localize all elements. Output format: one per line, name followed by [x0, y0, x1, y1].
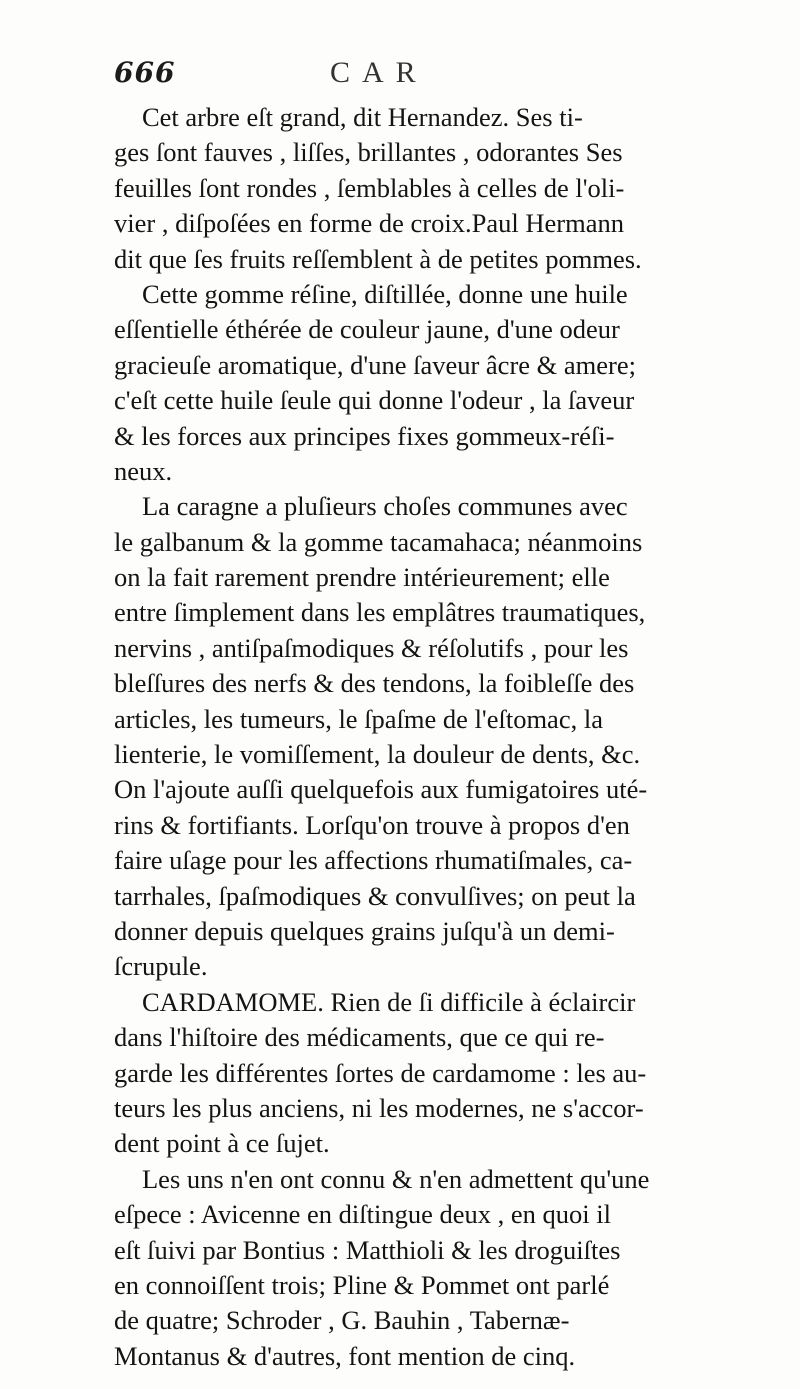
text-line: Montanus & d'autres, font mention de cinq. — [114, 1340, 576, 1371]
text-line: La caragne a pluſieurs choſes communes avec — [142, 491, 628, 522]
text-line: neux. — [114, 455, 173, 486]
text-line: nervins , antiſpaſmodiques & réſolutifs , pour les — [114, 632, 629, 663]
text-line: CARDAMOME. Rien de ſi difficile à éclaircir — [142, 986, 636, 1017]
text-line: ges ſont fauves , liſſes, brillantes , odorantes Ses — [114, 137, 623, 168]
text-line: dit que ſes fruits reſſemblent à de petites pommes. — [114, 243, 642, 274]
text-line: tarrhales, ſpaſmodiques & convulſives; on peut la — [114, 880, 636, 911]
text-line: Les uns n'en ont connu & n'en admettent qu'une — [142, 1163, 650, 1194]
text-line: c'eſt cette huile ſeule qui donne l'odeur , la ſaveur — [114, 385, 635, 416]
text-line: vier , diſpoſées en forme de croix.Paul Hermann — [114, 208, 624, 239]
running-head: CAR — [330, 56, 428, 89]
text-line: eſpece : Avicenne en diſtingue deux , en quoi il — [114, 1199, 611, 1230]
text-line: faire uſage pour les affections rhumatiſmales, ca- — [114, 845, 633, 876]
text-line: ſcrupule. — [114, 951, 208, 982]
text-line: articles, les tumeurs, le ſpaſme de l'eſtomac, la — [114, 703, 603, 734]
text-line: en connoiſſent trois; Pline & Pommet ont parlé — [114, 1269, 610, 1300]
text-line: donner depuis quelques grains juſqu'à un demi- — [114, 915, 615, 946]
text-line: entre ſimplement dans les emplâtres traumatiques, — [114, 597, 646, 628]
text-line: feuilles ſont rondes , ſemblables à celles de l'oli- — [114, 172, 625, 203]
text-line: & les forces aux principes fixes gommeux-réſi- — [114, 420, 615, 451]
text-line: eſt ſuivi par Bontius : Matthioli & les droguiſtes — [114, 1234, 621, 1265]
text-line: rins & fortifiants. Lorſqu'on trouve à propos d'en — [114, 809, 630, 840]
text-line: garde les différentes ſortes de cardamome : les au- — [114, 1057, 647, 1088]
text-line: eſſentielle éthérée de couleur jaune, d'une odeur — [114, 314, 620, 345]
text-line: dent point à ce ſujet. — [114, 1128, 330, 1159]
text-line: Cet arbre eſt grand, dit Hernandez. Ses ti- — [142, 102, 583, 132]
body-text — [114, 100, 774, 1374]
page-number: 666 — [114, 56, 176, 89]
text-line: Cette gomme réſine, diſtillée, donne une huile — [142, 278, 628, 309]
page-header — [114, 56, 714, 96]
text-line: dans l'hiſtoire des médicaments, que ce qui re- — [114, 1022, 605, 1053]
text-line: lienterie, le vomiſſement, la douleur de dents, &c. — [114, 739, 641, 770]
text-line: gracieuſe aromatique, d'une ſaveur âcre & amere; — [114, 349, 636, 380]
text-line: le galbanum & la gomme tacamahaca; néanmoins — [114, 526, 643, 557]
text-line: de quatre; Schroder , G. Bauhin , Tabernæ- — [114, 1305, 570, 1336]
text-line: On l'ajoute auſſi quelquefois aux fumigatoires uté- — [114, 774, 648, 805]
text-line: teurs les plus anciens, ni les modernes, ne s'accor- — [114, 1092, 644, 1123]
text-line: on la fait rarement prendre intérieurement; elle — [114, 562, 610, 593]
text-line: bleſſures des nerfs & des tendons, la foibleſſe des — [114, 668, 635, 699]
